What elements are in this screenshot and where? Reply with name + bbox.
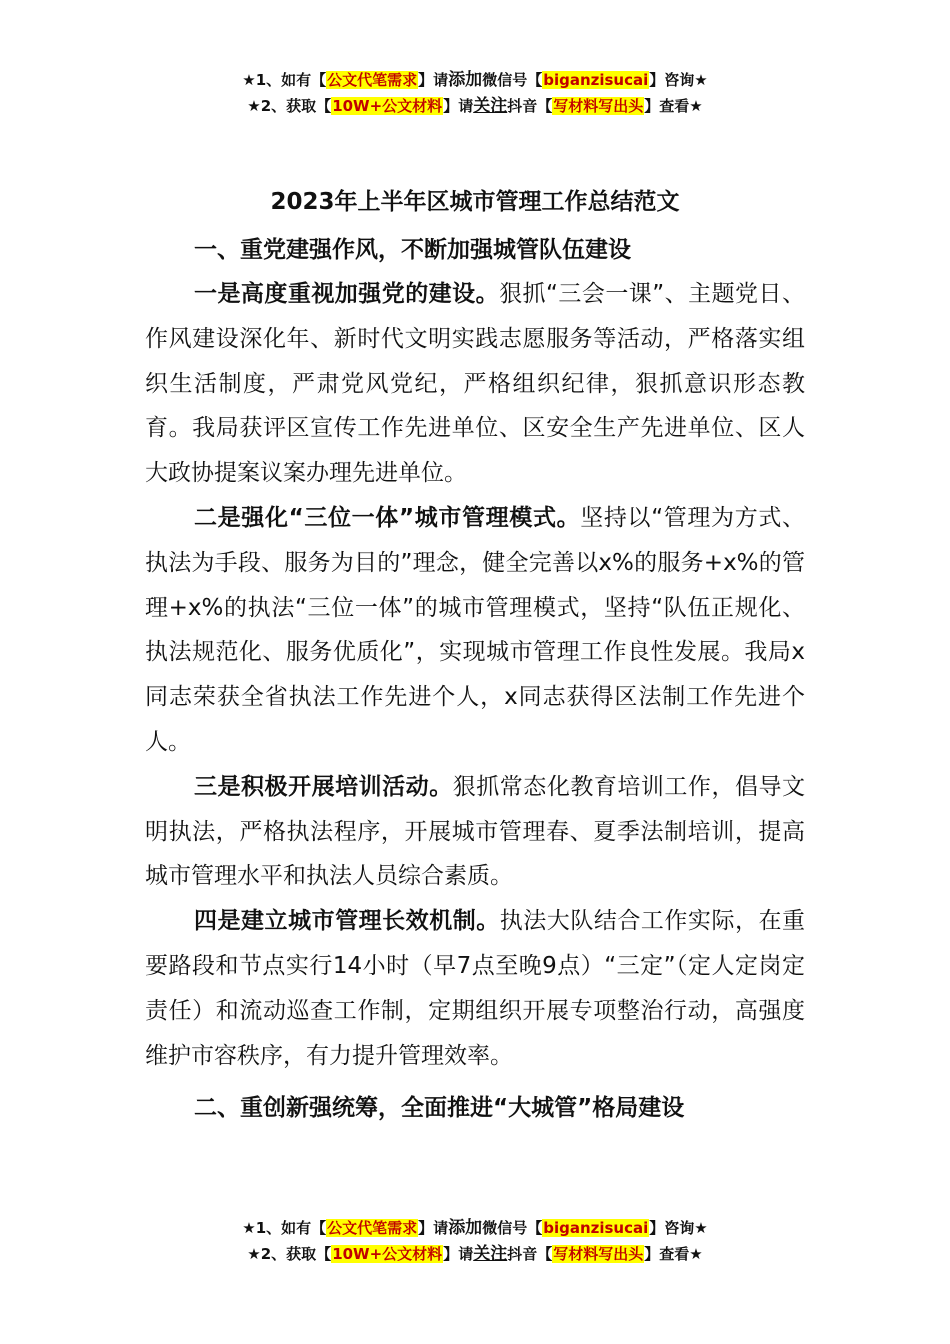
promo-text: 微信号【	[482, 71, 543, 89]
paragraph-2	[145, 496, 805, 765]
paragraph-text: 狠抓“三会一课”、主题党日、作风建设深化年、新时代文明实践志愿服务等活动，严格落实组织生活制度，严肃党风党纪，严格组织纪律，狠抓意识形态教育。我局获评区宣传工作先进单位、区安全生产先进单位、区人大政协提案议案办理先进单位。	[145, 281, 805, 487]
promo-highlight: biganzisucai	[543, 1219, 649, 1237]
paragraph-text: 执法大队结合工作实际，在重要路段和节点实行14小时（早7点至晚9点）“三定”（定人定岗定责任）和流动巡查工作制，定期组织开展专项整治行动，高强度维护市容秩序，有力提升管理效率。	[145, 908, 806, 1069]
promo-line-1	[0, 67, 950, 93]
promo-text: 】请	[443, 1245, 474, 1263]
promo-text: 】请	[443, 97, 474, 115]
promo-line-1	[0, 1215, 950, 1241]
paragraph-lead: 四是建立城市管理长效机制。	[194, 908, 500, 935]
promo-text: 】咨询★	[649, 1219, 708, 1237]
promo-highlight: 公文代笔需求	[327, 1219, 418, 1237]
promo-banner-top	[0, 67, 950, 119]
promo-highlight: biganzisucai	[543, 71, 649, 89]
document-body	[145, 180, 805, 1130]
promo-highlight: 10W+公文材料	[332, 1245, 443, 1263]
paragraph-4	[145, 899, 805, 1078]
promo-text: 抖音【	[507, 1245, 553, 1263]
paragraph-lead: 二是强化“三位一体”城市管理模式。	[194, 504, 581, 531]
promo-text: ★1、如有【	[242, 71, 327, 89]
document-title: 2023年上半年区城市管理工作总结范文	[270, 189, 680, 215]
promo-text: 】请	[418, 1219, 449, 1237]
promo-text: 】查看★	[644, 1245, 703, 1263]
promo-text: ★2、获取【	[247, 1245, 332, 1263]
promo-text: ★1、如有【	[242, 1219, 327, 1237]
promo-text: 】咨询★	[649, 71, 708, 89]
promo-text: ★2、获取【	[247, 97, 332, 115]
paragraph-3	[145, 765, 805, 899]
promo-line-2	[0, 1241, 950, 1267]
promo-highlight: 写材料写出头	[553, 97, 644, 115]
section-heading-2: 二、重创新强统筹，全面推进“大城管”格局建设	[194, 1095, 685, 1122]
section-heading-1: 一、重党建强作风，不断加强城管队伍建设	[194, 237, 631, 263]
promo-highlight: 写材料写出头	[553, 1245, 644, 1263]
paragraph-lead: 一是高度重视加强党的建设。	[194, 281, 500, 307]
promo-text: 关注	[473, 1244, 508, 1264]
promo-text: 添加	[448, 1218, 483, 1238]
promo-text: 】查看★	[644, 97, 703, 115]
promo-banner-bottom	[0, 1215, 950, 1267]
promo-highlight: 公文代笔需求	[327, 71, 418, 89]
promo-text: 微信号【	[482, 1219, 543, 1237]
promo-text: 】请	[418, 71, 449, 89]
promo-text: 添加	[448, 70, 483, 90]
paragraph-lead: 三是积极开展培训活动。	[194, 773, 453, 800]
promo-text: 抖音【	[507, 97, 553, 115]
paragraph-text: 狠抓常态化教育培训工作，倡导文明执法，严格执法程序，开展城市管理春、夏季法制培训，提高城市管理水平和执法人员综合素质。	[145, 773, 806, 890]
promo-highlight: 10W+公文材料	[332, 97, 443, 115]
paragraph-1	[145, 272, 805, 496]
paragraph-text: 坚持以“管理为方式、执法为手段、服务为目的”理念，健全完善以x%的服务+x%的管理+x%的执法“三位一体”的城市管理模式，坚持“队伍正规化、执法规范化、服务优质化”，实现城市管理工作良性发展。我局x同志荣获全省执法工作先进个人，x同志获得区法制工作先进个人。	[145, 504, 805, 755]
promo-text: 关注	[473, 96, 508, 116]
promo-line-2	[0, 93, 950, 119]
